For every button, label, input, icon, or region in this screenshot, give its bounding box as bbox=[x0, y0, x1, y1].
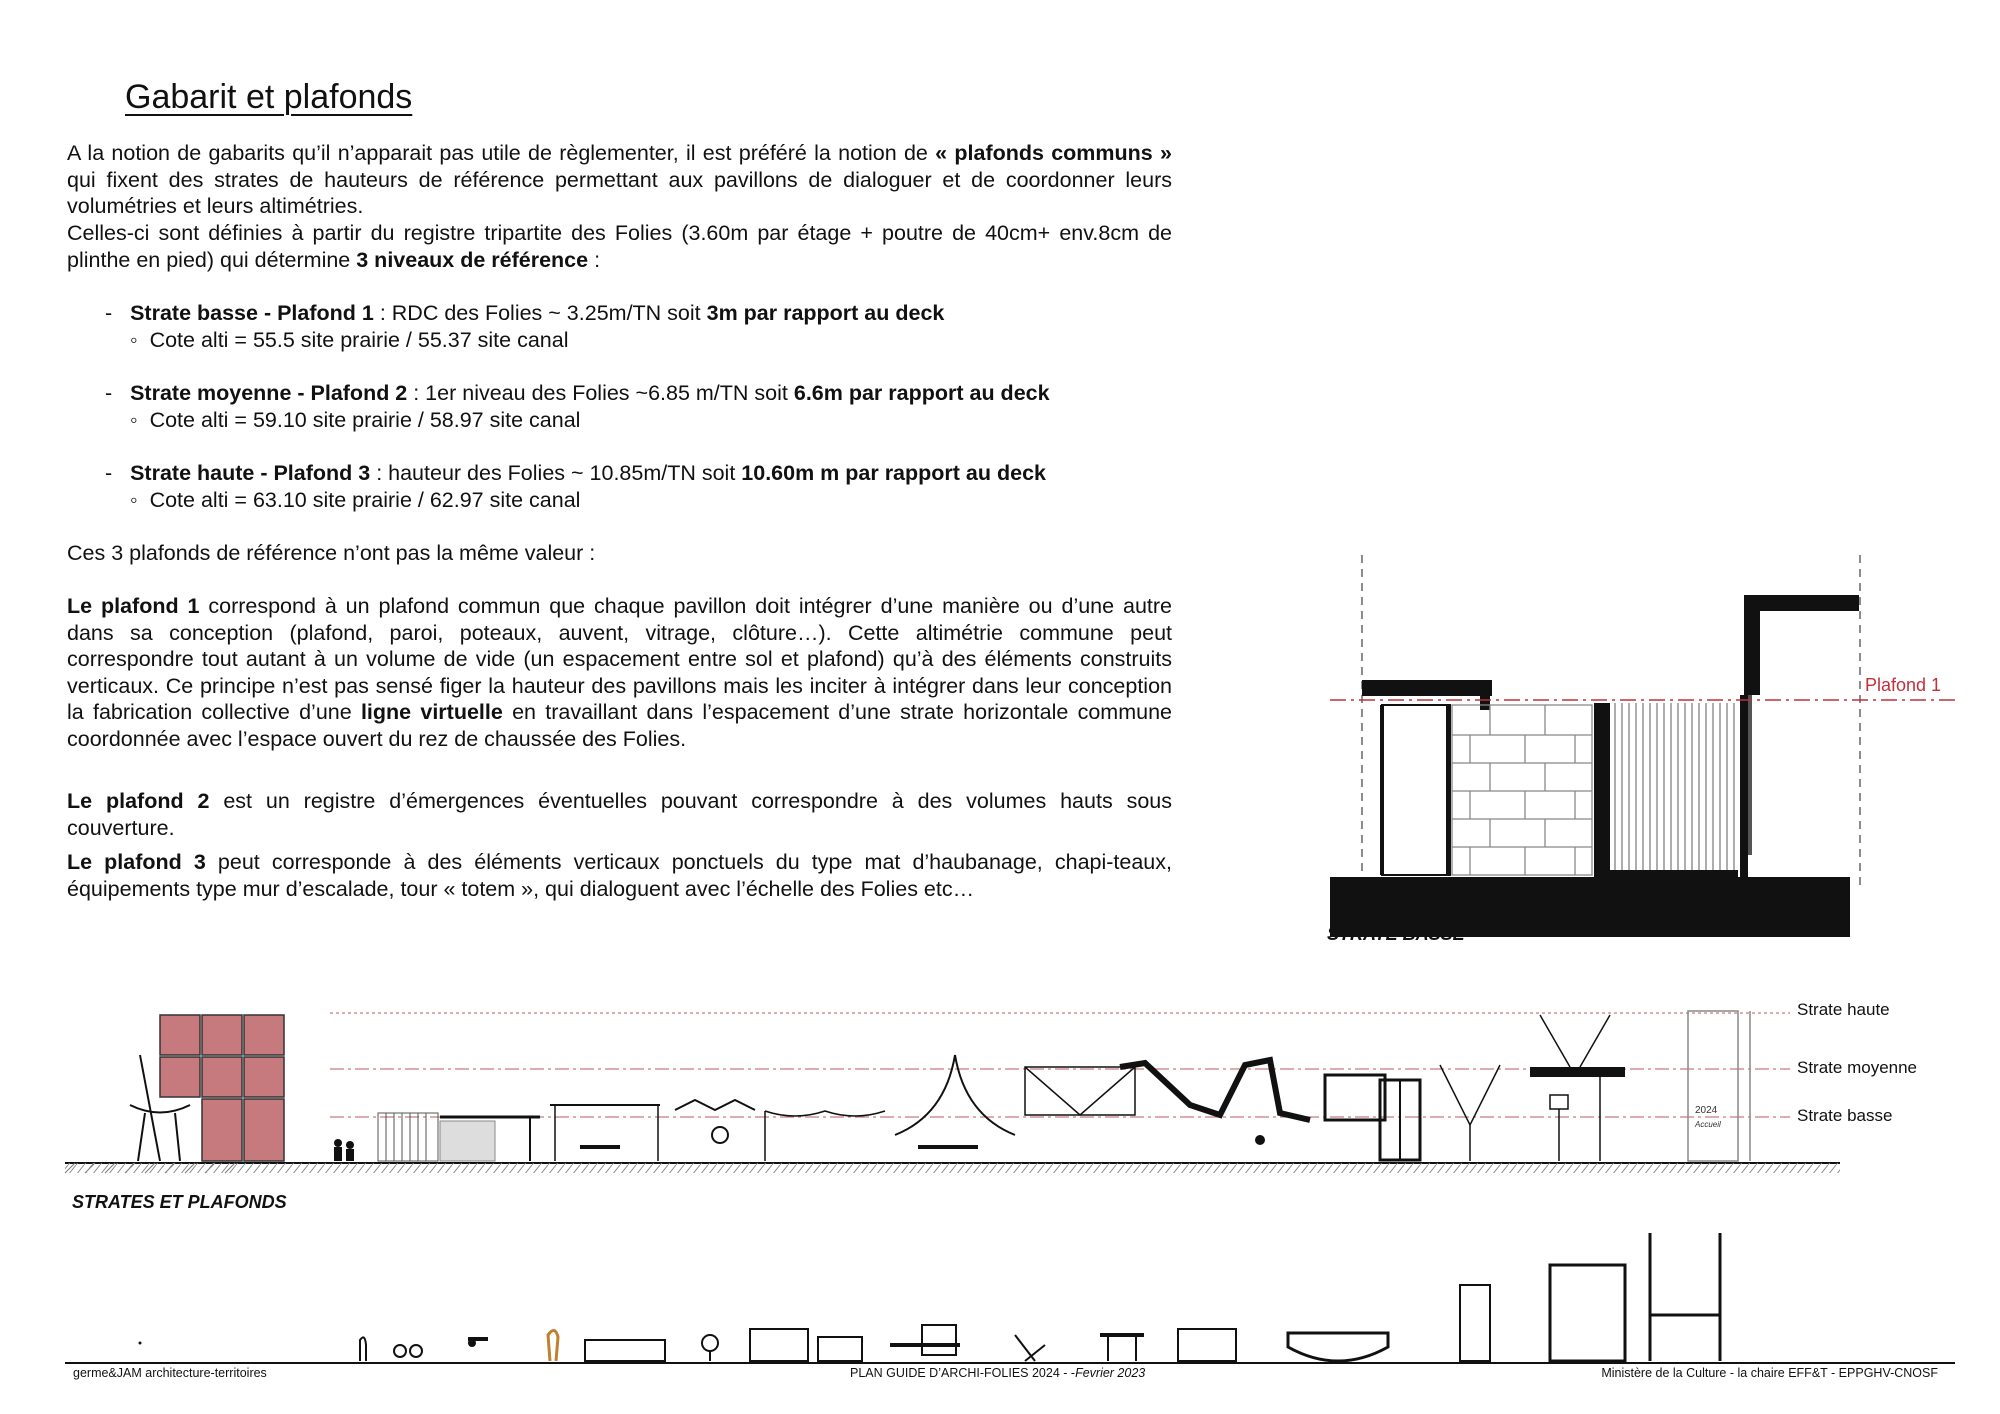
page-title: Gabarit et plafonds bbox=[125, 78, 413, 116]
strate-item-haute: - Strate haute - Plafond 3 : hauteur des Folies ~ 10.85m/TN soit 10.60m m par rapport au deck bbox=[105, 461, 1046, 485]
strate-basse-caption: STRATE BASSE bbox=[1327, 924, 1465, 944]
values-intro: Ces 3 plafonds de référence n’ont pas la même valeur : bbox=[67, 541, 596, 565]
footer-left: germe&JAM architecture-territoires bbox=[73, 1366, 267, 1380]
plafond-1-label: Plafond 1 bbox=[1865, 675, 1942, 695]
footer-right: Ministère de la Culture - la chaire EFF&T - EPPGHV-CNOSF bbox=[1601, 1366, 1938, 1380]
strate-cote-basse: ◦ Cote alti = 55.5 site prairie / 55.37 site canal bbox=[130, 328, 569, 352]
tower-year: 2024 bbox=[1695, 1105, 1718, 1116]
label-strate-basse: Strate basse bbox=[1797, 1106, 1893, 1125]
equipment-pictograms bbox=[60, 1225, 1960, 1365]
intro-paragraph-2: Celles-ci sont définies à partir du registre tripartite des Folies (3.60m par étage + poutre de 40cm+ env.8cm de plinthe en pied) qui détermine 3 niveaux de référence : bbox=[67, 221, 1172, 272]
strate-cote-moyenne: ◦ Cote alti = 59.10 site prairie / 58.97 site canal bbox=[130, 408, 581, 432]
tower-accueil: Accueil bbox=[1695, 1120, 1721, 1129]
plafond-3-paragraph: Le plafond 3 peut corresponde à des éléments verticaux ponctuels du type mat d’haubanage, chapi-teaux, équipements type mur d’escalade, tour « totem », qui dialoguent avec l’échelle des Folies etc… bbox=[67, 850, 1172, 901]
strate-item-moyenne: - Strate moyenne - Plafond 2 : 1er niveau des Folies ~6.85 m/TN soit 6.6m par rapport au deck bbox=[105, 381, 1050, 405]
strate-item-basse: - Strate basse - Plafond 1 : RDC des Folies ~ 3.25m/TN soit 3m par rapport au deck bbox=[105, 301, 945, 325]
strate-basse-diagram bbox=[1320, 545, 1980, 915]
label-strate-haute: Strate haute bbox=[1797, 1000, 1890, 1019]
label-strate-moyenne: Strate moyenne bbox=[1797, 1058, 1918, 1077]
plafond-1-paragraph: Le plafond 1 correspond à un plafond commun que chaque pavillon doit intégrer d’une manière ou d’une autre dans sa conception (plafond, paroi, poteaux, auvent, vitrage, clôture…). Cette altimétrie commune peut correspondre tout autant à un volume de vide (un espacement entre sol et plafond) qu’à des éléments construits verticaux. Ce principe n’est pas sensé figer la hauteur des pavillons mais les inciter à intégrer dans leur conception la fabrication collective d’une ligne virtuelle en travaillant dans l’espacement d’une strate horizontale commune coordonnée avec l’espace ouvert du rez de chaussée des Folies. bbox=[67, 594, 1172, 751]
plafond-2-paragraph: Le plafond 2 est un registre d’émergences éventuelles pouvant correspondre à des volumes hauts sous couverture. bbox=[67, 789, 1172, 840]
strate-cote-haute: ◦ Cote alti = 63.10 site prairie / 62.97 site canal bbox=[130, 488, 581, 512]
strates-plafonds-caption: STRATES ET PLAFONDS bbox=[72, 1192, 287, 1212]
intro-paragraph-1: A la notion de gabarits qu’il n’apparait pas utile de règlementer, il est préféré la notion de « plafonds communs » qui fixent des strates de hauteurs de référence permettant aux pavillons de dialoguer et de coordonner leurs volumétries et leurs altimétries. bbox=[67, 141, 1172, 218]
strates-plafonds-diagram bbox=[60, 995, 1918, 1180]
footer-center: PLAN GUIDE D’ARCHI-FOLIES 2024 - -Fevrier 2023 bbox=[850, 1366, 1146, 1380]
